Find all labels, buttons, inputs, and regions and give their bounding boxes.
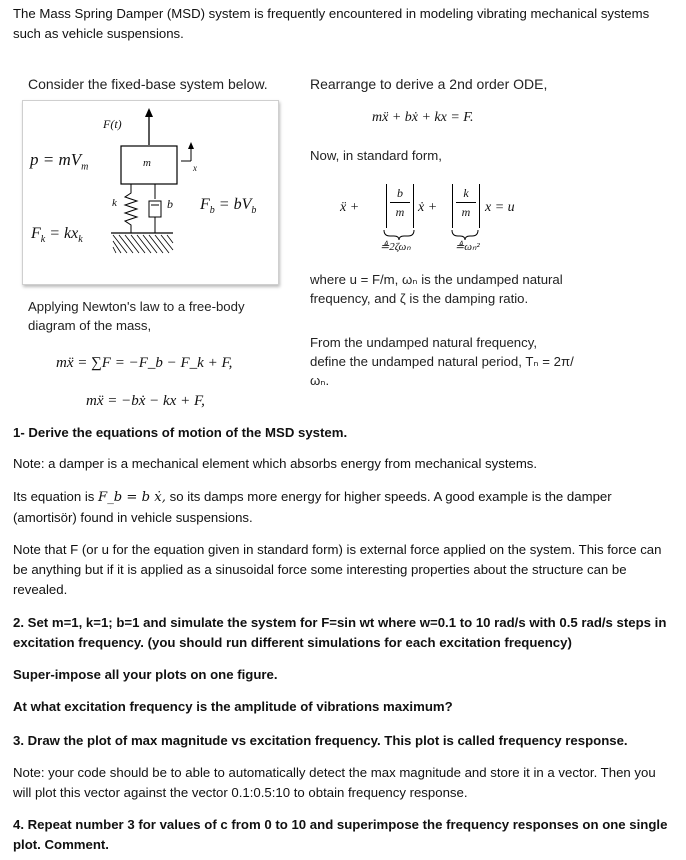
std-rhs: x = u xyxy=(485,200,515,215)
bracket-k-over-m: k m xyxy=(452,184,480,228)
question-2-max-frequency: At what excitation frequency is the amplitude of vibrations maximum? xyxy=(13,699,453,714)
newton-text: Applying Newton's law to a free-body diagram of the mass, xyxy=(28,299,245,333)
damper-force-label: $F_b = bV_b$ xyxy=(200,196,257,217)
standard-form-label: Now, in standard form, xyxy=(310,148,442,163)
question-3: 3. Draw the plot of max magnitude vs excitation frequency. This plot is called frequency response. xyxy=(13,733,628,748)
mass-label: m xyxy=(143,157,151,169)
note-4: Note: your code should be to able to automatically detect the max magnitude and store it in a vector. Then you will plot this vector against the vector 0.1:0.5:10 to obtain frequency response. xyxy=(13,765,656,800)
bracket-b-over-m: b m xyxy=(386,184,414,228)
msd-diagram xyxy=(22,100,279,285)
equation-2: mẍ = −bẋ − kx + F, xyxy=(86,393,205,409)
force-label: F(t) xyxy=(103,117,122,131)
question-4: 4. Repeat number 3 for values of c from 0 to 10 and superimpose the frequency responses on one single plot. Comment. xyxy=(13,817,668,852)
question-1: 1- Derive the equations of motion of the MSD system. xyxy=(13,425,348,440)
msd-diagram-svg xyxy=(23,101,278,284)
left-heading: Consider the fixed-base system below. xyxy=(28,76,268,92)
right-heading: Rearrange to derive a 2nd order ODE, xyxy=(310,76,548,92)
spring-force-label: $F_k = kx_k$ xyxy=(31,225,83,246)
ode-equation: mẍ + bẋ + kx = F. xyxy=(372,110,474,125)
b-label: b xyxy=(167,197,173,211)
where-text: where u = F/m, ωₙ is the undamped natural frequency, and ζ is the damping ratio. xyxy=(310,272,563,306)
period-text: From the undamped natural frequency, define the undamped natural period, Tₙ = 2π/ωₙ. xyxy=(310,335,574,388)
k-label: k xyxy=(112,197,117,209)
std-xd: ẋ + xyxy=(418,200,438,215)
underbrace-label-2: ≜ωₙ² xyxy=(455,241,480,253)
note-3: Note that F (or u for the equation given in standard form) is external force applied on the system. This force can be anything but if it is applied as a sinusoidal force some interesting properties about the structure can be revealed. xyxy=(13,542,662,597)
equation-1: mẍ = ∑F = −F_b − F_k + F, xyxy=(56,355,233,371)
momentum-label: $p = mV_m$ xyxy=(30,150,89,173)
underbrace-label-1: ≜2ζωₙ xyxy=(380,241,411,253)
question-2: 2. Set m=1, k=1; b=1 and simulate the system for F=sin wt where w=0.1 to 10 rad/s with 0.5 rad/s steps in excitation frequency. (you should run different simulations for each excitation frequency) xyxy=(13,615,667,650)
intro-paragraph: The Mass Spring Damper (MSD) system is frequently encountered in modeling vibrating mechanical systems such as vehicle suspensions. xyxy=(13,6,650,41)
question-2-superimpose: Super-impose all your plots on one figure. xyxy=(13,667,278,682)
note-2: Its equation is F_b = b ẋ, so its damps more energy for higher speeds. A good example is the damper (amortisör) found in vehicle suspensions. xyxy=(13,489,612,525)
std-xdd: ẍ + xyxy=(340,200,360,215)
x-label: x xyxy=(193,163,197,173)
note-1: Note: a damper is a mechanical element which absorbs energy from mechanical systems. xyxy=(13,456,538,471)
